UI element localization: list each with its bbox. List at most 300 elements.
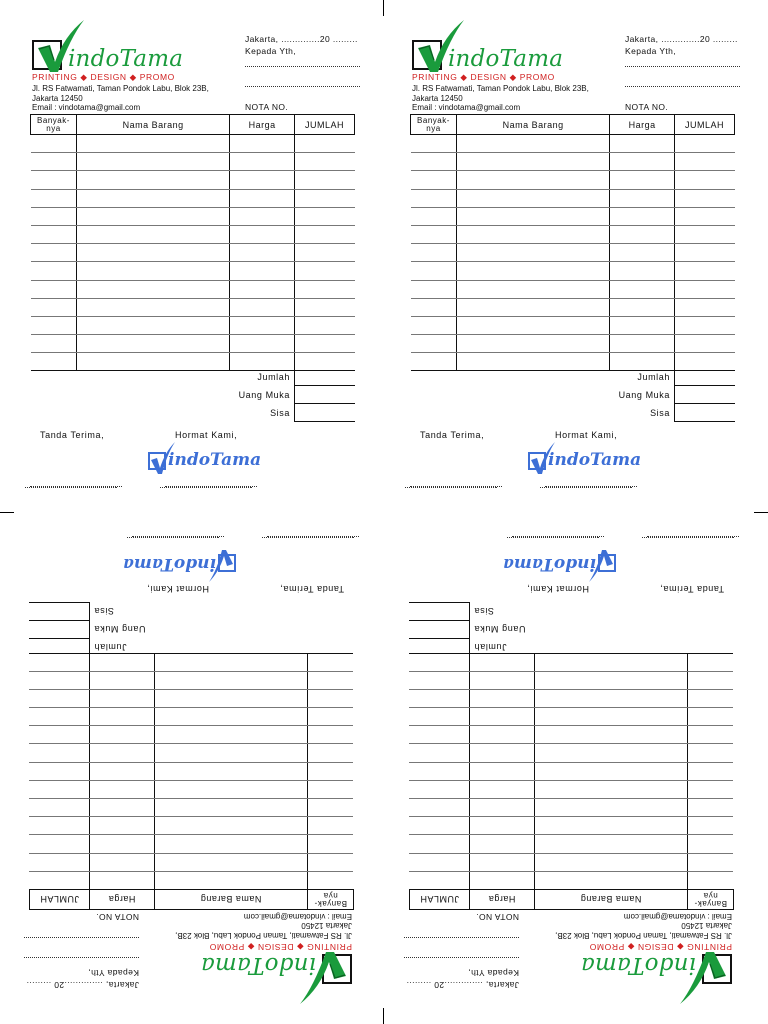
table-cell[interactable] xyxy=(411,171,457,189)
table-cell[interactable] xyxy=(469,799,534,817)
table-cell[interactable] xyxy=(675,244,735,262)
balance-field[interactable] xyxy=(29,602,90,620)
table-row xyxy=(31,298,355,316)
table-cell[interactable] xyxy=(688,689,734,707)
balance-field[interactable] xyxy=(409,602,470,620)
table-cell[interactable] xyxy=(610,135,675,153)
col-header-price: Harga xyxy=(469,890,534,910)
table-cell[interactable] xyxy=(230,316,295,334)
invoice-form-top-left xyxy=(0,0,384,512)
table-cell[interactable] xyxy=(31,225,77,243)
table-row xyxy=(30,726,354,744)
table-cell[interactable] xyxy=(308,871,354,889)
table-cell[interactable] xyxy=(230,153,295,171)
table-cell[interactable] xyxy=(230,207,295,225)
table-cell[interactable] xyxy=(31,244,77,262)
table-cell[interactable] xyxy=(688,653,734,671)
total-field[interactable] xyxy=(29,638,90,656)
table-cell[interactable] xyxy=(89,744,154,762)
table-cell[interactable] xyxy=(610,353,675,371)
table-row xyxy=(410,726,734,744)
table-cell[interactable] xyxy=(411,262,457,280)
table-cell[interactable] xyxy=(410,871,470,889)
table-cell[interactable] xyxy=(154,871,307,889)
table-cell[interactable] xyxy=(469,835,534,853)
table-cell[interactable] xyxy=(411,280,457,298)
table-cell[interactable] xyxy=(230,262,295,280)
company-logo xyxy=(32,18,252,76)
col-header-amount: JUMLAH xyxy=(295,115,355,135)
table-cell[interactable] xyxy=(456,262,609,280)
table-cell[interactable] xyxy=(30,744,90,762)
place-date-field[interactable]: Jakarta, ..............20 ......... xyxy=(625,34,738,44)
table-cell[interactable] xyxy=(688,708,734,726)
nota-number-label: NOTA NO. xyxy=(625,102,669,112)
total-field[interactable] xyxy=(674,368,735,386)
recipient-line-2[interactable] xyxy=(404,937,519,938)
table-cell[interactable] xyxy=(308,817,354,835)
table-cell[interactable] xyxy=(308,671,354,689)
table-cell[interactable] xyxy=(456,135,609,153)
table-cell[interactable] xyxy=(230,135,295,153)
recipient-line-1[interactable] xyxy=(245,66,360,67)
table-row xyxy=(411,262,735,280)
table-cell[interactable] xyxy=(308,853,354,871)
table-cell[interactable] xyxy=(610,280,675,298)
sender-signature-label: Hormat Kami, xyxy=(175,430,238,440)
table-cell[interactable] xyxy=(675,135,735,153)
col-header-amount: JUMLAH xyxy=(30,890,90,910)
table-cell[interactable] xyxy=(610,298,675,316)
table-cell[interactable] xyxy=(675,225,735,243)
table-cell[interactable] xyxy=(534,708,687,726)
recipient-line-2[interactable] xyxy=(245,86,360,87)
table-row xyxy=(410,835,734,853)
table-cell[interactable] xyxy=(308,780,354,798)
table-cell[interactable] xyxy=(89,799,154,817)
down-payment-label: Uang Muka xyxy=(618,390,670,400)
table-cell[interactable] xyxy=(308,762,354,780)
table-cell[interactable] xyxy=(456,171,609,189)
table-cell[interactable] xyxy=(295,262,355,280)
table-cell[interactable] xyxy=(76,353,229,371)
table-cell[interactable] xyxy=(295,335,355,353)
table-row xyxy=(30,780,354,798)
company-tagline: PRINTING ◆ DESIGN ◆ PROMO xyxy=(412,72,555,82)
down-payment-field[interactable] xyxy=(294,386,355,404)
table-cell[interactable] xyxy=(76,225,229,243)
table-cell[interactable] xyxy=(31,153,77,171)
place-date-field[interactable]: Jakarta, ..............20 ......... xyxy=(245,34,358,44)
table-cell[interactable] xyxy=(230,244,295,262)
table-cell[interactable] xyxy=(76,335,229,353)
table-cell[interactable] xyxy=(76,262,229,280)
table-cell[interactable] xyxy=(469,708,534,726)
table-cell[interactable] xyxy=(89,835,154,853)
table-cell[interactable] xyxy=(688,835,734,853)
sender-signature-line-1[interactable] xyxy=(507,537,599,538)
table-cell[interactable] xyxy=(89,780,154,798)
table-cell[interactable] xyxy=(31,298,77,316)
table-cell[interactable] xyxy=(675,189,735,207)
sender-signature-line-2[interactable] xyxy=(540,487,632,488)
table-row xyxy=(30,871,354,889)
table-cell[interactable] xyxy=(154,671,307,689)
table-cell[interactable] xyxy=(688,671,734,689)
table-cell[interactable] xyxy=(534,689,687,707)
table-cell[interactable] xyxy=(688,853,734,871)
table-cell[interactable] xyxy=(30,708,90,726)
table-row xyxy=(31,207,355,225)
table-cell[interactable] xyxy=(688,871,734,889)
table-cell[interactable] xyxy=(534,744,687,762)
table-cell[interactable] xyxy=(30,799,90,817)
company-stamp xyxy=(96,540,236,584)
table-cell[interactable] xyxy=(456,244,609,262)
table-cell[interactable] xyxy=(76,171,229,189)
table-cell[interactable] xyxy=(410,708,470,726)
table-cell[interactable] xyxy=(534,653,687,671)
table-header-row xyxy=(410,890,734,910)
table-cell[interactable] xyxy=(534,726,687,744)
table-cell[interactable] xyxy=(675,171,735,189)
receiver-signature-line[interactable] xyxy=(262,537,354,538)
recipient-line-2[interactable] xyxy=(625,86,740,87)
table-cell[interactable] xyxy=(411,335,457,353)
table-cell[interactable] xyxy=(89,762,154,780)
table-cell[interactable] xyxy=(31,189,77,207)
table-cell[interactable] xyxy=(469,653,534,671)
table-row xyxy=(30,835,354,853)
table-cell[interactable] xyxy=(675,153,735,171)
table-cell[interactable] xyxy=(308,799,354,817)
table-cell[interactable] xyxy=(610,207,675,225)
total-label: Jumlah xyxy=(474,642,507,652)
table-cell[interactable] xyxy=(31,335,77,353)
place-date-field[interactable]: Jakarta, ..............20 ......... xyxy=(26,980,139,990)
table-cell[interactable] xyxy=(456,316,609,334)
table-cell[interactable] xyxy=(411,135,457,153)
sender-signature-line-1[interactable] xyxy=(127,537,219,538)
stamp-brand: indoTama xyxy=(502,554,596,574)
table-cell[interactable] xyxy=(456,207,609,225)
table-cell[interactable] xyxy=(688,726,734,744)
table-cell[interactable] xyxy=(295,207,355,225)
table-cell[interactable] xyxy=(154,689,307,707)
table-cell[interactable] xyxy=(308,689,354,707)
table-cell[interactable] xyxy=(688,799,734,817)
table-cell[interactable] xyxy=(230,335,295,353)
table-cell[interactable] xyxy=(410,817,470,835)
balance-label: Sisa xyxy=(474,606,494,616)
table-cell[interactable] xyxy=(675,262,735,280)
table-cell[interactable] xyxy=(31,171,77,189)
table-cell[interactable] xyxy=(30,726,90,744)
table-row xyxy=(410,780,734,798)
table-cell[interactable] xyxy=(534,799,687,817)
table-cell[interactable] xyxy=(76,207,229,225)
table-cell[interactable] xyxy=(154,708,307,726)
table-cell[interactable] xyxy=(154,780,307,798)
table-cell[interactable] xyxy=(675,316,735,334)
table-cell[interactable] xyxy=(30,835,90,853)
table-cell[interactable] xyxy=(675,335,735,353)
extra-signature-line[interactable] xyxy=(405,487,497,488)
table-cell[interactable] xyxy=(89,689,154,707)
table-cell[interactable] xyxy=(230,189,295,207)
table-cell[interactable] xyxy=(30,780,90,798)
table-row xyxy=(410,689,734,707)
stamp-brand: indoTama xyxy=(548,450,642,470)
table-cell[interactable] xyxy=(295,171,355,189)
table-cell[interactable] xyxy=(89,726,154,744)
items-table xyxy=(29,653,354,910)
table-cell[interactable] xyxy=(31,135,77,153)
table-cell[interactable] xyxy=(410,689,470,707)
table-cell[interactable] xyxy=(534,817,687,835)
table-cell[interactable] xyxy=(230,298,295,316)
table-cell[interactable] xyxy=(154,653,307,671)
company-stamp xyxy=(148,440,288,484)
table-cell[interactable] xyxy=(610,316,675,334)
invoice-form-top-right xyxy=(380,0,764,512)
table-cell[interactable] xyxy=(469,871,534,889)
table-cell[interactable] xyxy=(295,244,355,262)
balance-field[interactable] xyxy=(294,404,355,422)
table-cell[interactable] xyxy=(76,298,229,316)
table-cell[interactable] xyxy=(295,225,355,243)
table-cell[interactable] xyxy=(675,207,735,225)
recipient-line-1[interactable] xyxy=(404,957,519,958)
table-cell[interactable] xyxy=(411,153,457,171)
items-table xyxy=(409,653,734,910)
table-cell[interactable] xyxy=(469,853,534,871)
col-header-quantity: Banyak-nya xyxy=(688,890,734,910)
table-cell[interactable] xyxy=(534,853,687,871)
table-cell[interactable] xyxy=(534,835,687,853)
table-cell[interactable] xyxy=(534,762,687,780)
table-row xyxy=(411,225,735,243)
sender-signature-label: Hormat Kami, xyxy=(146,584,209,594)
table-cell[interactable] xyxy=(154,762,307,780)
table-cell[interactable] xyxy=(76,189,229,207)
place-date-field[interactable]: Jakarta, ..............20 ......... xyxy=(406,980,519,990)
table-cell[interactable] xyxy=(675,298,735,316)
table-cell[interactable] xyxy=(308,744,354,762)
table-row xyxy=(411,135,735,153)
table-cell[interactable] xyxy=(610,335,675,353)
table-cell[interactable] xyxy=(410,780,470,798)
table-cell[interactable] xyxy=(411,225,457,243)
table-row xyxy=(411,189,735,207)
table-cell[interactable] xyxy=(610,153,675,171)
down-payment-field[interactable] xyxy=(409,620,470,638)
table-cell[interactable] xyxy=(610,171,675,189)
table-row xyxy=(31,135,355,153)
table-cell[interactable] xyxy=(31,353,77,371)
table-cell[interactable] xyxy=(308,835,354,853)
table-cell[interactable] xyxy=(76,280,229,298)
receiver-signature-label: Tanda Terima, xyxy=(420,430,485,440)
table-cell[interactable] xyxy=(410,671,470,689)
table-cell[interactable] xyxy=(154,853,307,871)
table-cell[interactable] xyxy=(410,853,470,871)
table-cell[interactable] xyxy=(89,853,154,871)
table-cell[interactable] xyxy=(154,799,307,817)
table-cell[interactable] xyxy=(688,780,734,798)
extra-signature-line[interactable] xyxy=(25,487,117,488)
table-cell[interactable] xyxy=(534,671,687,689)
table-cell[interactable] xyxy=(411,316,457,334)
balance-field[interactable] xyxy=(674,404,735,422)
table-cell[interactable] xyxy=(411,298,457,316)
table-cell[interactable] xyxy=(30,853,90,871)
recipient-line-1[interactable] xyxy=(24,957,139,958)
table-cell[interactable] xyxy=(295,153,355,171)
table-cell[interactable] xyxy=(89,817,154,835)
table-cell[interactable] xyxy=(456,225,609,243)
table-cell[interactable] xyxy=(154,744,307,762)
table-cell[interactable] xyxy=(76,135,229,153)
table-row xyxy=(410,708,734,726)
table-cell[interactable] xyxy=(456,335,609,353)
table-cell[interactable] xyxy=(308,726,354,744)
table-cell[interactable] xyxy=(469,726,534,744)
col-header-amount: JUMLAH xyxy=(410,890,470,910)
table-row xyxy=(410,762,734,780)
total-field[interactable] xyxy=(294,368,355,386)
table-row xyxy=(410,817,734,835)
col-header-item-name: Nama Barang xyxy=(154,890,307,910)
table-cell[interactable] xyxy=(308,653,354,671)
table-cell[interactable] xyxy=(675,280,735,298)
recipient-line-1[interactable] xyxy=(625,66,740,67)
table-cell[interactable] xyxy=(610,225,675,243)
table-cell[interactable] xyxy=(295,316,355,334)
table-row xyxy=(411,153,735,171)
table-cell[interactable] xyxy=(230,225,295,243)
table-cell[interactable] xyxy=(410,762,470,780)
table-cell[interactable] xyxy=(76,244,229,262)
col-header-quantity: Banyak-nya xyxy=(308,890,354,910)
table-cell[interactable] xyxy=(30,689,90,707)
table-row xyxy=(30,799,354,817)
table-cell[interactable] xyxy=(89,653,154,671)
table-cell[interactable] xyxy=(295,280,355,298)
sender-signature-label: Hormat Kami, xyxy=(555,430,618,440)
table-cell[interactable] xyxy=(295,189,355,207)
brand-name: indoTama xyxy=(68,46,184,72)
table-cell[interactable] xyxy=(456,298,609,316)
table-cell[interactable] xyxy=(410,726,470,744)
down-payment-field[interactable] xyxy=(29,620,90,638)
table-cell[interactable] xyxy=(469,780,534,798)
nota-number-label: NOTA NO. xyxy=(475,912,519,922)
table-row xyxy=(411,171,735,189)
receiver-signature-line[interactable] xyxy=(642,537,734,538)
table-row xyxy=(30,708,354,726)
recipient-line-2[interactable] xyxy=(24,937,139,938)
table-cell[interactable] xyxy=(295,298,355,316)
table-row xyxy=(410,853,734,871)
table-cell[interactable] xyxy=(154,817,307,835)
table-cell[interactable] xyxy=(230,353,295,371)
table-cell[interactable] xyxy=(688,744,734,762)
table-cell[interactable] xyxy=(76,316,229,334)
balance-label: Sisa xyxy=(270,408,290,418)
table-cell[interactable] xyxy=(610,244,675,262)
table-cell[interactable] xyxy=(410,799,470,817)
table-cell[interactable] xyxy=(295,135,355,153)
table-cell[interactable] xyxy=(610,262,675,280)
total-label: Jumlah xyxy=(257,372,290,382)
table-cell[interactable] xyxy=(31,280,77,298)
table-cell[interactable] xyxy=(31,262,77,280)
table-cell[interactable] xyxy=(76,153,229,171)
table-cell[interactable] xyxy=(469,689,534,707)
table-row xyxy=(31,280,355,298)
table-cell[interactable] xyxy=(89,671,154,689)
table-cell[interactable] xyxy=(89,708,154,726)
table-cell[interactable] xyxy=(534,780,687,798)
table-cell[interactable] xyxy=(469,762,534,780)
table-cell[interactable] xyxy=(410,835,470,853)
col-header-quantity: Banyak-nya xyxy=(31,115,77,135)
table-cell[interactable] xyxy=(154,835,307,853)
table-cell[interactable] xyxy=(411,207,457,225)
table-cell[interactable] xyxy=(469,744,534,762)
table-cell[interactable] xyxy=(688,762,734,780)
table-cell[interactable] xyxy=(534,871,687,889)
table-cell[interactable] xyxy=(230,280,295,298)
receiver-signature-label: Tanda Terima, xyxy=(279,584,344,594)
table-header-row xyxy=(30,890,354,910)
col-header-item-name: Nama Barang xyxy=(534,890,687,910)
table-cell[interactable] xyxy=(154,726,307,744)
table-cell[interactable] xyxy=(31,207,77,225)
table-cell[interactable] xyxy=(411,353,457,371)
table-cell[interactable] xyxy=(610,189,675,207)
table-cell[interactable] xyxy=(456,189,609,207)
sender-signature-line-2[interactable] xyxy=(160,487,252,488)
company-address: Jl. RS Fatwamati, Taman Pondok Labu, Blok 23B, Jakarta 12450 xyxy=(555,921,732,940)
table-cell[interactable] xyxy=(30,817,90,835)
total-field[interactable] xyxy=(409,638,470,656)
table-cell[interactable] xyxy=(469,671,534,689)
table-cell[interactable] xyxy=(456,353,609,371)
table-cell[interactable] xyxy=(456,280,609,298)
table-cell[interactable] xyxy=(30,671,90,689)
table-cell[interactable] xyxy=(688,817,734,835)
table-cell[interactable] xyxy=(456,153,609,171)
down-payment-label: Uang Muka xyxy=(474,624,526,634)
table-cell[interactable] xyxy=(89,871,154,889)
table-cell[interactable] xyxy=(410,744,470,762)
table-row xyxy=(411,335,735,353)
table-cell[interactable] xyxy=(230,171,295,189)
table-row xyxy=(31,225,355,243)
table-cell[interactable] xyxy=(411,189,457,207)
table-cell[interactable] xyxy=(31,316,77,334)
table-cell[interactable] xyxy=(469,817,534,835)
table-cell[interactable] xyxy=(30,762,90,780)
table-cell[interactable] xyxy=(308,708,354,726)
table-cell[interactable] xyxy=(30,871,90,889)
table-cell[interactable] xyxy=(411,244,457,262)
sender-signature-label: Hormat Kami, xyxy=(526,584,589,594)
down-payment-label: Uang Muka xyxy=(238,390,290,400)
down-payment-field[interactable] xyxy=(674,386,735,404)
